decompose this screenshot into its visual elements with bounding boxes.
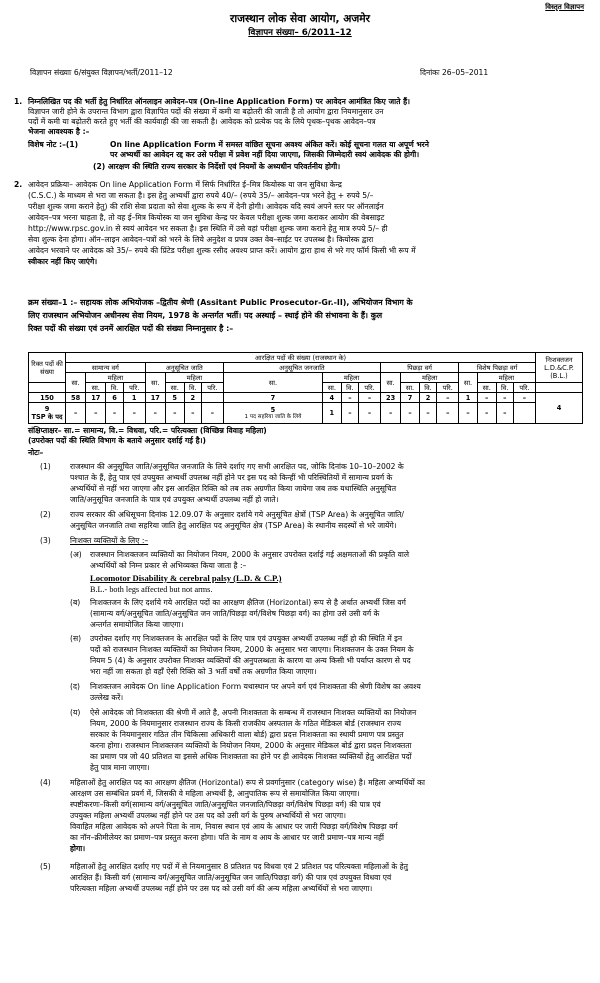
note-2-line: अनुसूचित जनजाति तथा सहरिया जाति हेतु आरक्षित पद अनुसूचित क्षेत्र (TSP Area) के स्थानीय सदस्यों से भरे जायेंगे। [70, 521, 397, 530]
section-2-line: परीक्षा शुल्क जमा कराने हेतु) की राशि सेवा प्रदाता को सेवा शुल्क के रूप में देनी होगी। आवेदक यदि स्वयं अपने स्तर पर ऑनलाईन [28, 202, 384, 211]
sub-col: वि. [419, 383, 436, 393]
note-5-line: महिलाओं हेतु आरक्षित दर्शाए गए पदों में से नियमानुसार 8 प्रतिशत पद विधवा एवं 2 प्रतिशत पद परित्यक्ता महिलाओं के हेतु [70, 862, 408, 871]
table-cell: – [496, 403, 513, 424]
table-cell: 23 [381, 393, 401, 403]
table-cell: – [401, 403, 420, 424]
sub-col: वि. [496, 383, 513, 393]
note-4-number: (4) [40, 778, 51, 787]
section-2-number: 2. [14, 180, 23, 189]
sub-col: वि. [184, 383, 201, 393]
table-cell: 7 [401, 393, 420, 403]
table-cell: – [459, 403, 478, 424]
note-4-line: का नॉन–क्रीमीलेयर का प्रमाण–पत्र प्रस्तुत करना होगा। पति के नाम व आय के आधार पर जारी प्रमाण–पत्र मान्य नहीं [70, 833, 384, 842]
sub-sa: सा. [66, 373, 86, 393]
sub-col: सा. [477, 383, 496, 393]
sahariya-note: 1 पद सहरिया जाति के लिये [244, 413, 302, 420]
table-cell: – [66, 403, 86, 424]
table-cell: – [496, 393, 513, 403]
table-row [29, 393, 583, 403]
sub-col: वि. [106, 383, 123, 393]
note-1-line: जाति/अनुसूचित जनजाति के पात्र एवं उपयुक्त अभ्यर्थी उपलब्ध नहीं हो जाते। [70, 495, 279, 504]
table-cell: 4 [536, 393, 583, 424]
table-cell: – [437, 403, 459, 424]
notes-label: नोटः– [28, 448, 44, 457]
sub-mahila: महिला [323, 373, 381, 383]
note-3d-number: (द) [70, 682, 80, 691]
section-2-line: सेवा शुल्क देना होगा। ऑन–लाइन आवेदन–पत्रों को भरने के लिये अनुदेश व प्रपत्र उक्त वेब–साईट पर उपलब्ध है। कियोस्क द्वारा [28, 235, 374, 244]
section-2-line: स्वीकार नहीं किए जाएंगे। [28, 257, 98, 266]
note-3s-line: पदों को राजस्थान निःशक्त व्यक्तियों का नियोजन नियम, 2000 के अनुसार भरा जाएगा। निःशक्तजन के उक्त नियम के [90, 645, 414, 654]
note-1-line: पश्चात के हैं, हेतु पात्र एवं उपयुक्त अभ्यर्थी उपलब्ध नहीं होने पर इस पद को किन्हीं भी परिस्थितियों में सामान्य प्रवर्ग के [70, 473, 393, 482]
table-cell: – [165, 403, 184, 424]
table-cell: 17 [145, 393, 165, 403]
note-4-line: विवाहित महिला आवेदक को अपने पिता के नाम, निवास स्थान एवं आय के आधार पर जारी पिछड़ा वर्ग/विशेष पिछड़ा वर्ग [70, 822, 398, 831]
note-3d-line: उल्लेख करें। [90, 693, 124, 702]
note-3d-line: निःशक्तजन आवेदक On line Application Form यथास्थान पर अपने वर्ग एवं निःशक्तता की श्रेणी विशेष का अवश्य [90, 682, 421, 691]
table-cell: 1 [323, 403, 342, 424]
table-cell [201, 393, 223, 403]
tsp-count: 9 [44, 405, 50, 413]
note-3s-line: भरा नहीं जा सकता हो वहाँ ऐसी रिक्ति को 3 भर्ती वर्षों तक अग्रणीत किया जाएगा। [90, 667, 317, 676]
sub-sa: सा. [223, 373, 322, 393]
sub-col: परि. [359, 383, 381, 393]
table-cell: 6 [106, 393, 123, 403]
special-note-1b: पर अभ्यर्थी का आवेदन रद्द कर उसे परीक्षा में प्रवेश नहीं दिया जाएगा, जिसकी जिम्मेदारी स्वयं आवेदक की होगी। [110, 150, 420, 159]
note-4-line: महिलाओं हेतु आरक्षित पद का आरक्षण क्षैतिज (Horizontal) रूप से प्रवर्गानुसार (category wise) है। महिला अभ्यर्थियों का [70, 778, 425, 787]
table-cell: 2 [184, 393, 201, 403]
sub-mahila: महिला [477, 373, 535, 383]
group-sbc: विशेष पिछड़ा वर्ग [459, 363, 536, 373]
note-5-line: आरक्षित हैं। किसी वर्ग (सामान्य वर्ग/अनुसूचित जाति/अनुसूचित जन जाति/पिछड़ा वर्ग) की पात्र एवं उपयुक्त विधवा एवं [70, 873, 392, 882]
table-cell: 150 [29, 393, 66, 403]
note-3a-line: अभ्यर्थियों को निम्न प्रकार से अभिव्यक्त किया जाता है :– [90, 561, 247, 570]
note-4-line: स्पष्टीकरणः–किसी वर्ग(सामान्य वर्ग/अनुसूचित जाति/अनुसूचित जनजाति/पिछड़ा वर्ग/विशेष पिछड़ा वर्ग) की पात्र एवं [70, 800, 381, 809]
table-source-note: (उपरोक्त पदों की स्थिति विभाग के बताये अनुसार दर्शाई गई है।) [28, 436, 207, 445]
sub-col: परि. [201, 383, 223, 393]
table-cell: 58 [66, 393, 86, 403]
section-2-line: आवेदन भरवाने पर आवेदक को 35/– रुपये की प्रिंटेड परीक्षा शुल्क रसीद अवश्य प्राप्त करें। आयोग द्वारा हाथ से भरे गए फॉर्म किसी भी रूप में [28, 246, 416, 255]
table-cell: – [437, 393, 459, 403]
note-3b-number: (ब) [70, 598, 81, 607]
note-3y-line: ऐसे आवेदक जो निःशक्तता की श्रेणी में आते है, अपनी निःशक्तता के सम्बन्ध में राजस्थान निःशक्त व्यक्तियों का नियोजन [90, 708, 417, 717]
table-row [29, 403, 583, 424]
note-3y-number: (य) [70, 708, 81, 717]
sub-col: परि. [513, 383, 535, 393]
table-cell: 1 [459, 393, 478, 403]
table-cell: – [106, 403, 123, 424]
note-2-line: राज्य सरकार की अधिसूचना दिनांक 12.09.07 के अनुसार दर्शाये गये अनुसूचित क्षेत्रों (TSP Area) के अनुसूचित जाति/ [70, 510, 404, 519]
advertisement-number: विज्ञापन संख्या– 6/2011–12 [248, 28, 352, 38]
sub-mahila: महिला [165, 373, 223, 383]
post-line2: लिए राजस्थान अभियोजन अधीनस्थ सेवा नियम, 1978 के अन्तर्गत भर्ती। पद अस्थाई – स्थाई होने की संभावना के हैं। कुल [28, 311, 383, 320]
note-5-number: (5) [40, 862, 51, 871]
sub-sa: सा. [459, 373, 478, 393]
section-1-number: 1. [14, 97, 23, 106]
table-cell: 17 [86, 393, 106, 403]
table-cell: – [341, 403, 358, 424]
note-2-number: (2) [40, 510, 51, 519]
table-cell: 7 [223, 393, 322, 403]
table-cell: – [86, 403, 106, 424]
abbreviations: संक्षिप्ताक्षर– सा.= सामान्य, वि.= विधवा, परि.= परित्यक्ता (विच्छिन्न विवाह महिला) [28, 426, 267, 435]
special-note-label: विशेष नोट :–(1) [28, 140, 79, 149]
group-general: सामान्य वर्ग [66, 363, 146, 373]
sub-col: सा. [86, 383, 106, 393]
note-3a-line: राजस्थान निःशक्तजन व्यक्तियों का नियोजन नियम, 2000 के अनुसार उपरोक्त दर्शाई गई अक्षमताओं की प्रकृति वाले [90, 550, 409, 559]
note-1-number: (1) [40, 462, 51, 471]
table-cell: – [201, 403, 223, 424]
note-3s-line: नियम 5 (4) के अनुसार उपरोक्त निःशक्त व्यक्तियों की अनुपलब्धता के कारण या अन्य किसी भी पर्याप्त कारण से पद [90, 656, 411, 665]
ld-cp-heading: Locomotor Disability & cerebral palsy (L.D. & C.P.) [90, 573, 282, 583]
table-cell: – [419, 403, 436, 424]
sub-col: सा. [323, 383, 342, 393]
note-3s-line: उपरोक्त दर्शाए गए निःशक्तजन के आरक्षित पदों के लिए पात्र एवं उपयुक्त अभ्यर्थी उपलब्ध नहीं हो की स्थिति में इन [90, 634, 403, 643]
table-cell: – [513, 393, 535, 403]
post-line1: क्रम संख्या–1 :– सहायक लोक अभियोजक –द्वितीय श्रेणी (Assitant Public Prosecutor-Gr.-II), अभियोजन विभाग के [28, 298, 413, 307]
tsp-label: TSP के पद [31, 413, 63, 421]
note-5-line: परित्यक्ता महिला अभ्यर्थी उपलब्ध नहीं होने पर उस पद को उसी वर्ग की अन्य महिला अभ्यर्थियों से भरा जाएगा। [70, 884, 373, 893]
table-cell: – [477, 403, 496, 424]
table-cell: – [381, 403, 401, 424]
section-2-line: http://www.rpsc.gov.in से स्वयं आवेदन भर सकता है। इस स्थिति में उसे वहां परीक्षा शुल्क जमा कराने हेतु मात्र रुपये 5/– ही [28, 224, 388, 233]
page-title: राजस्थान लोक सेवा आयोग, अजमेर [230, 12, 370, 25]
note-4-line: उपयुक्त महिला अभ्यर्थी उपलब्ध नहीं होने पर उस पद को उसी वर्ग के पुरुष अभ्यर्थियों से भरा जाएगा। [70, 811, 346, 820]
sub-sa: सा. [145, 373, 165, 393]
sub-mahila: महिला [401, 373, 459, 383]
note-3y-line: हेतु पात्र माना जाएगा। [90, 763, 150, 772]
note-3b-line: अन्तर्गत समायोजित किया जाएगा। [90, 620, 184, 629]
table-cell [513, 403, 535, 424]
special-note-2: (2) आरक्षण की स्थिति राज्य सरकार के निर्देशों एवं नियमों के अध्यधीन परिवर्तनीय होगी। [93, 162, 341, 171]
sub-col: वि. [341, 383, 358, 393]
bl-definition: B.L.- both legs affected but not arms. [90, 585, 213, 594]
table-cell: – [359, 393, 381, 403]
note-3y-line: करना होगा। राजस्थान निःशक्तजन व्यक्तियों के नियोजन नियम, 2000 के अनुसार मेडिकल बोर्ड द्वारा प्रदत्त निःशक्तता [90, 741, 412, 750]
note-3a-number: (अ) [70, 550, 82, 559]
table-cell: – [477, 393, 496, 403]
note-3-number: (3) [40, 536, 51, 545]
section-2-line: (C.S.C.) के माध्यम से भरा जा सकता है। इस हेतु अभ्यर्थी द्वारा रुपये 40/– (रुपये 35/– आवेदन–पत्र भरने हेतु + रुपये 5/– [28, 191, 374, 200]
note-4-line: होगा। [70, 844, 86, 853]
table-cell [29, 403, 66, 424]
section-1-line4: भेजना आवश्यक है :– [28, 127, 90, 136]
note-3b-line: निःशक्तजन के लिए दर्शाये गये आरक्षित पदों का आरक्षण क्षैतिज (Horizontal) रूप से है अर्थात अभ्यर्थी जिस वर्ग [90, 598, 406, 607]
table-cell: – [123, 403, 145, 424]
special-note-1a: On line Application Form में समस्त वांछित सूचना अवश्य अंकित करें। कोई सूचना गलत या अपूर्ण भरने [110, 140, 430, 149]
post-line3: रिक्त पदों की संख्या एवं उनमें आरक्षित पदों की संख्या निम्नानुसार है :– [28, 324, 234, 333]
note-3y-line: सरकार के नियमानुसार गठित तीन चिकित्सा अधिकारी वाला बोर्ड) द्वारा प्रदत्त निःशक्तता का स्थायी प्रमाण पत्र प्रस्तुत [90, 730, 404, 739]
sub-sa: सा. [381, 373, 401, 393]
sub-col: परि. [437, 383, 459, 393]
group-st: अनुसूचित जनजाति [223, 363, 380, 373]
header-reserved: आरक्षित पदों की संख्या (राजस्थान के) [66, 353, 536, 363]
section-1-line3: पदों में कमी या बढ़ोतरी करते हुए भर्ती की कार्यवाही की जा सकती है। आवेदक को प्रत्येक पद के लिये पृथक–पृथक आवेदन–पत्र [28, 117, 376, 126]
table-cell: 5 [165, 393, 184, 403]
header-total: रिक्त पदों की संख्या [29, 353, 66, 383]
note-1-line: राजस्थान की अनुसूचित जाति/अनुसूचित जनजाति के लिये दर्शाए गए सभी आरक्षित पद, जोकि दिनांक 10–10–2002 के [70, 462, 404, 471]
table-cell: 4 [323, 393, 342, 403]
note-1-line: अभ्यर्थियों से नहीं भरा जाएगा और इस आरक्षित रिक्ति को तब तक अग्रणीत किया जायेगा जब तक यथास्थिति अनुसूचित [70, 484, 397, 493]
table-cell: 1 [123, 393, 145, 403]
corner-label: विस्तृत विज्ञापन [545, 3, 584, 11]
table-cell: – [184, 403, 201, 424]
note-3-title: निःशक्त व्यक्तियों के लिए :– [70, 536, 149, 545]
header-disabled: निःशक्तजन L.D.&C.P. (B.L.) [536, 353, 583, 383]
sub-col: सा. [401, 383, 420, 393]
table-cell: – [359, 403, 381, 424]
section-1-line1: निम्नलिखित पद की भर्ती हेतु निर्धारित ऑनलाइन आवेदन–पत्र (On-line Application Form) पर आवेदन आमंत्रित किए जाते हैं। [28, 97, 410, 106]
sub-mahila: महिला [86, 373, 146, 383]
st-count: 5 [270, 405, 276, 414]
note-3y-line: नियम, 2000 के नियमानुसार राजस्थान राज्य के किसी राजकीय अस्पताल के गठित मेडिकल बोर्ड (राजस्थान राज्य [90, 719, 401, 728]
note-3y-line: का प्रमाण पत्र जो 40 प्रतिशत या इससे अधिक निःशक्तता का होने पर ही आवेदक निःशक्त व्यक्तियों हेतु आरक्षित पदों [90, 752, 412, 761]
section-1-line2: विज्ञापन जारी होने के उपरान्त विभाग द्वारा विज्ञापित पदों की संख्या में कमी या बढ़ोतरी की जाती है तो आयोग द्वारा नियमानुसार उन [28, 107, 384, 116]
group-sc: अनुसूचित जाति [145, 363, 223, 373]
note-4-line: आरक्षण उस सम्बंधित प्रवर्ग में, जिसकी वे महिला अभ्यर्थी है, आनुपातिक रूप से समायोजित किया जाएगा। [70, 789, 360, 798]
table-cell: – [341, 393, 358, 403]
section-2-line: आवेदन प्रक्रिया– आवेदक On line Application Form में सिर्फ निर्धारित ई–मित्र कियोस्क या जन सुविधा केन्द्र [28, 180, 342, 189]
sub-col: सा. [165, 383, 184, 393]
table-cell: – [145, 403, 165, 424]
reservation-table [28, 352, 583, 424]
table-cell: 2 [419, 393, 436, 403]
adv-date: दिनांकः 26–05–2011 [420, 68, 489, 77]
sub-col: परि. [123, 383, 145, 393]
group-obc: पिछड़ा वर्ग [381, 363, 459, 373]
note-3b-line: (सामान्य वर्ग/अनुसूचित जाति/अनुसूचित जन जाति/पिछड़ा वर्ग/विशेष पिछड़ा वर्ग) का होगा उसे उसी वर्ग के [90, 609, 380, 618]
table-cell [223, 403, 322, 424]
adv-reference: विज्ञापन संख्याः 6/संयुक्त विज्ञापन/भर्ती/2011–12 [30, 68, 173, 77]
section-2-line: आवेदन–पत्र भरना चाहता है, तो वह ई–मित्र कियोस्क या जन सुविधा केन्द्र पर केवल परीक्षा शुल्क जमा कराकर आयोग की वेबसाइट [28, 213, 385, 222]
note-3s-number: (स) [70, 634, 82, 643]
